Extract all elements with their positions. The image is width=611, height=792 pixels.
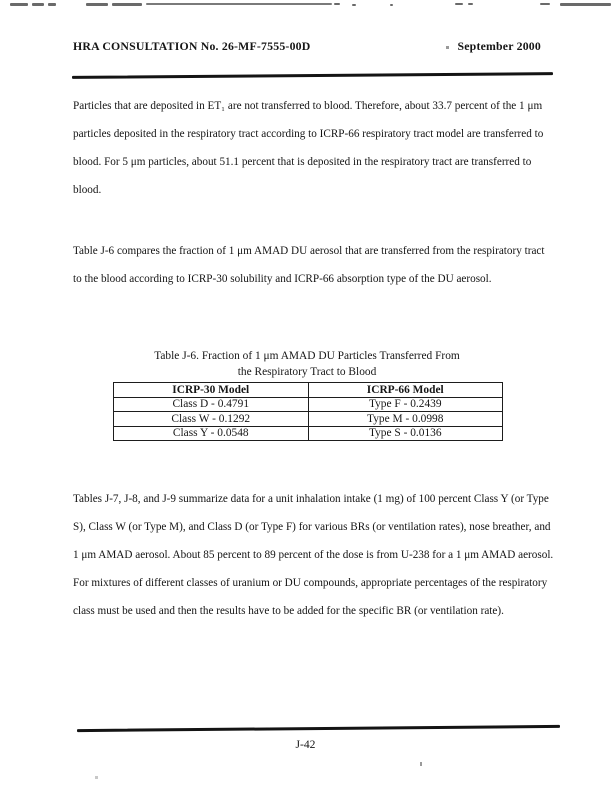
table-caption-line-2: the Respiratory Tract to Blood: [237, 365, 377, 378]
scan-artifact: [48, 3, 56, 6]
table-row: [114, 426, 503, 441]
scan-artifact: [455, 3, 463, 5]
scan-artifact: [95, 776, 98, 779]
table-cell: Class Y - 0.0548: [114, 426, 309, 441]
table-caption-line-1: Table J-6. Fraction of 1 μm AMAD DU Particles Transferred From: [154, 350, 460, 362]
table-row: [114, 412, 503, 427]
table-header-row: [114, 383, 503, 398]
paragraph-table-j6-intro: Table J-6 compares the fraction of 1 μm AMAD DU aerosol that are transferred from the respiratory tract to the blood according to ICRP-30 solubility and ICRP-66 absorption type of the DU aerosol.: [73, 245, 545, 285]
footer-rule: [77, 725, 560, 732]
scan-artifact: [420, 762, 422, 766]
scan-artifact: [446, 46, 449, 49]
paragraph-tables-j7-j9: Tables J-7, J-8, and J-9 summarize data for a unit inhalation intake (1 mg) of 100 percent Class Y (or Type S), Class W (or Type M), and Class D (or Type F) for various BRs (or ventilation rates), nose breather, and 1 μm AMAD aerosol. About 85 percent to 89 percent of the dose is from U-238 for a 1 μm AMAD aerosol. For mixtures of different classes of uranium or DU compounds, appropriate percentages of the respiratory class must be used and then the results have to be added for the specific BR (or ventilation rate).: [73, 493, 554, 617]
paragraph-deposition: Particles that are deposited in ET₁ are not transferred to blood. Therefore, about 33.7 percent of the 1 μm particles deposited in the respiratory tract according to ICRP-66 respiratory tract model are transferred to blood. For 5 μm particles, about 51.1 percent that is deposited in the respiratory tract are transferred to blood.: [73, 100, 544, 196]
scan-artifact: [334, 3, 340, 5]
scan-artifact: [112, 3, 142, 6]
table-caption: [79, 349, 535, 380]
scan-artifact: [352, 4, 356, 6]
table-cell: Class W - 0.1292: [114, 412, 309, 427]
scan-artifact: [32, 3, 44, 6]
scan-artifact: [390, 4, 393, 6]
page-number-label: J-42: [295, 738, 316, 751]
table-row: [114, 397, 503, 412]
document-date: September 2000: [457, 39, 541, 53]
table-j6: [113, 382, 503, 441]
table-cell: Type F - 0.2439: [308, 397, 503, 412]
header-rule: [72, 72, 553, 78]
table-header-icrp66: ICRP-66 Model: [308, 383, 503, 398]
table-cell: Type M - 0.0998: [308, 412, 503, 427]
scan-artifact: [86, 3, 108, 6]
scan-artifact: [540, 3, 550, 5]
scan-artifact: [146, 3, 332, 6]
scan-artifact: [10, 3, 28, 6]
table-cell: Class D - 0.4791: [114, 397, 309, 412]
scan-artifact: [468, 3, 473, 5]
document-title: HRA CONSULTATION No. 26-MF-7555-00D: [73, 39, 311, 53]
table-cell: Type S - 0.0136: [308, 426, 503, 441]
table-header-icrp30: ICRP-30 Model: [114, 383, 309, 398]
page-number: [0, 738, 611, 751]
scan-artifact: [560, 3, 611, 6]
